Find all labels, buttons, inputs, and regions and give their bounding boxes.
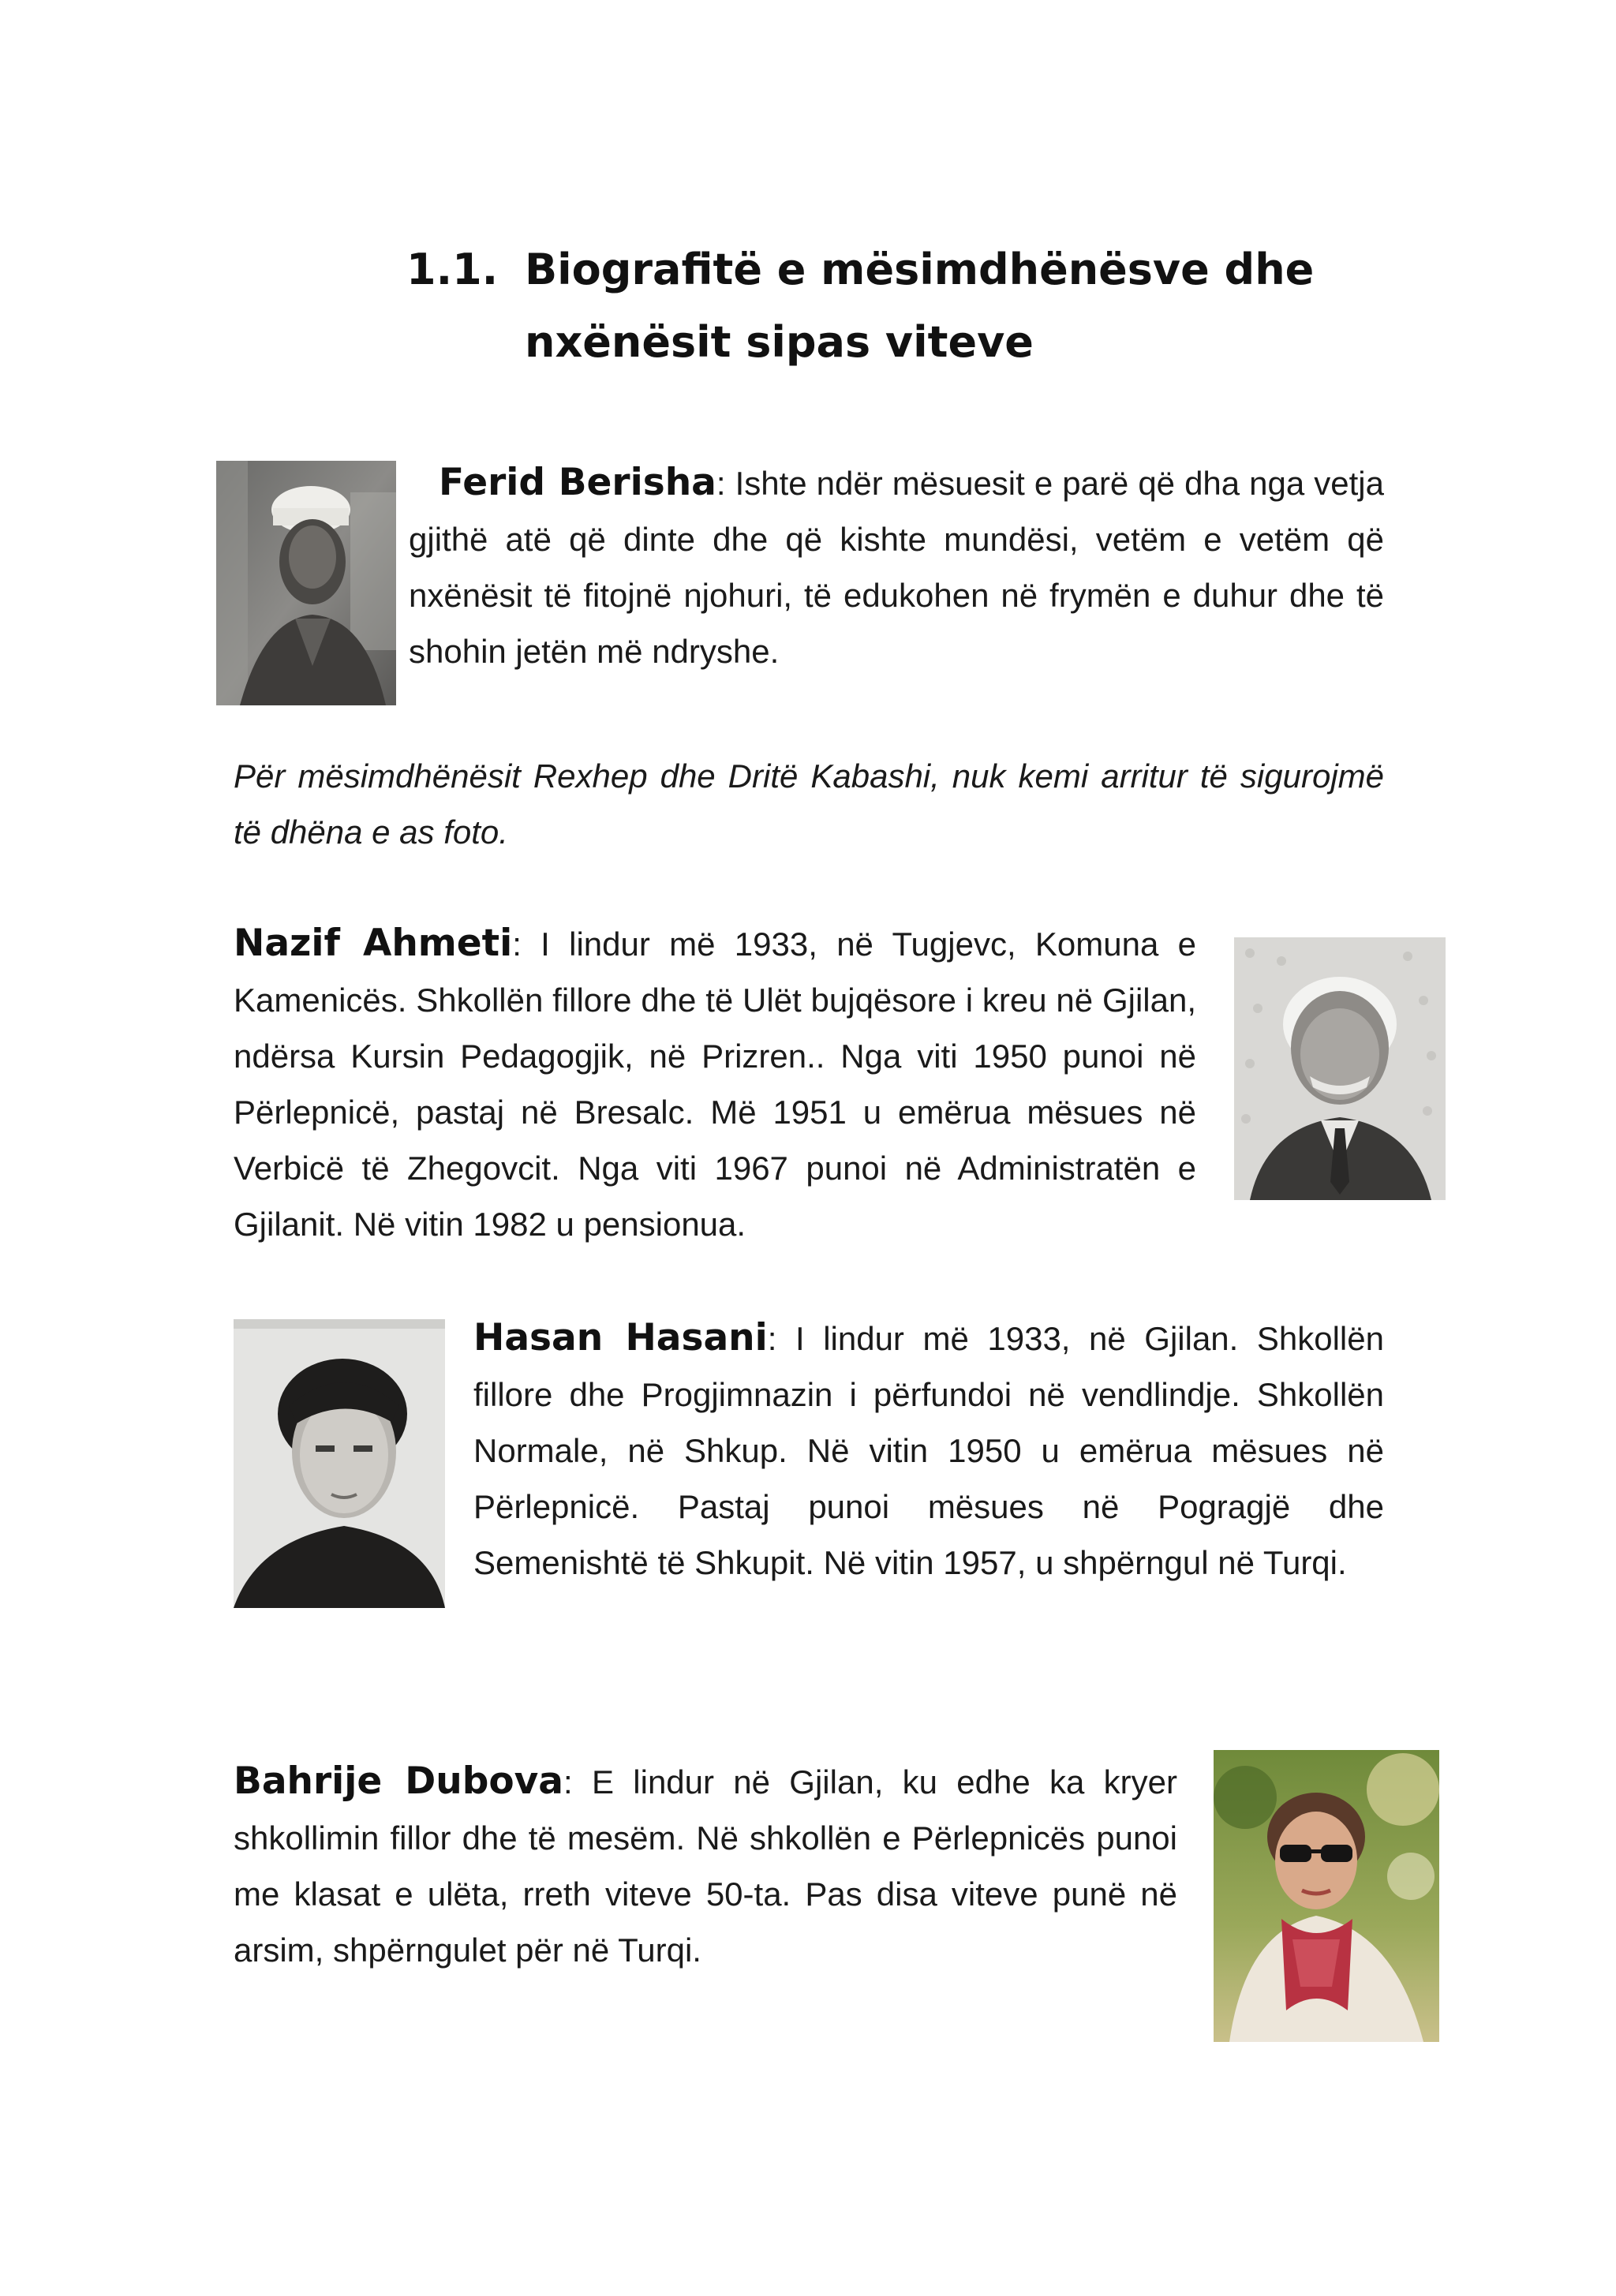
bio-hasan-hasani xyxy=(473,1310,1384,1591)
bio-name: Ferid Berisha xyxy=(439,461,716,504)
photo-nazif-ahmeti xyxy=(1234,937,1446,1200)
bio-name: Bahrije Dubova xyxy=(234,1759,564,1803)
photo-ferid-berisha xyxy=(216,461,396,705)
bio-text: : I lindur më 1933, në Gjilan. Shkollën fillore dhe Progjimnazin i përfundoi në vendlindje. Shkollën Normale, në Shkup. Në vitin 1950 u emërua mësues në Përlepnicë. Pastaj punoi mësues në Pogragjë dhe Semenishtë të Shkupit. Në vitin 1957, u shpërngul në Turqi. xyxy=(473,1320,1384,1581)
bio-bahrije-dubova xyxy=(234,1753,1177,1978)
bio-name: Nazif Ahmeti xyxy=(234,922,513,965)
section-title-line-2: nxënësit sipas viteve xyxy=(525,317,1034,367)
bio-ferid-berisha xyxy=(409,454,1384,679)
note-missing-data: Për mësimdhënësit Rexhep dhe Dritë Kabashi, nuk kemi arritur të sigurojmë të dhëna e as foto. xyxy=(234,757,1384,851)
bio-text: : E lindur në Gjilan, ku edhe ka kryer shkollimin fillor dhe të mesëm. Në shkollën e Përlepnicës punoi me klasat e ulëta, rreth viteve 50-ta. Pas disa viteve punë në arsim, shpërngulet për në Turqi. xyxy=(234,1763,1177,1969)
bio-text: : Ishte ndër mësuesit e parë që dha nga vetja gjithë atë që dinte dhe që kishte mundësi, vetëm e vetëm që nxënësit të fitojnë njohuri, të edukohen në frymën e duhur dhe të shohin jetën më ndryshe. xyxy=(409,465,1384,670)
section-heading xyxy=(406,234,1314,379)
bio-nazif-ahmeti xyxy=(234,915,1196,1252)
section-number: 1.1. xyxy=(406,245,499,294)
photo-hasan-hasani xyxy=(234,1319,445,1608)
bio-text: : I lindur më 1933, në Tugjevc, Komuna e Kamenicës. Shkollën fillore dhe të Ulët bujqësore i kreu në Gjilan, ndërsa Kursin Pedagogjik, në Prizren.. Nga viti 1950 punoi në Përlepnicë, pastaj në Bresalc. Më 1951 u emërua mësues në Verbicë të Zhegovcit. Nga viti 1967 punoi në Administratën e Gjilanit. Në vitin 1982 u pensionua. xyxy=(234,926,1196,1243)
bio-name: Hasan Hasani xyxy=(473,1316,768,1359)
photo-bahrije-dubova xyxy=(1214,1750,1439,2042)
section-title-line-1: Biografitë e mësimdhënësve dhe xyxy=(525,245,1315,294)
